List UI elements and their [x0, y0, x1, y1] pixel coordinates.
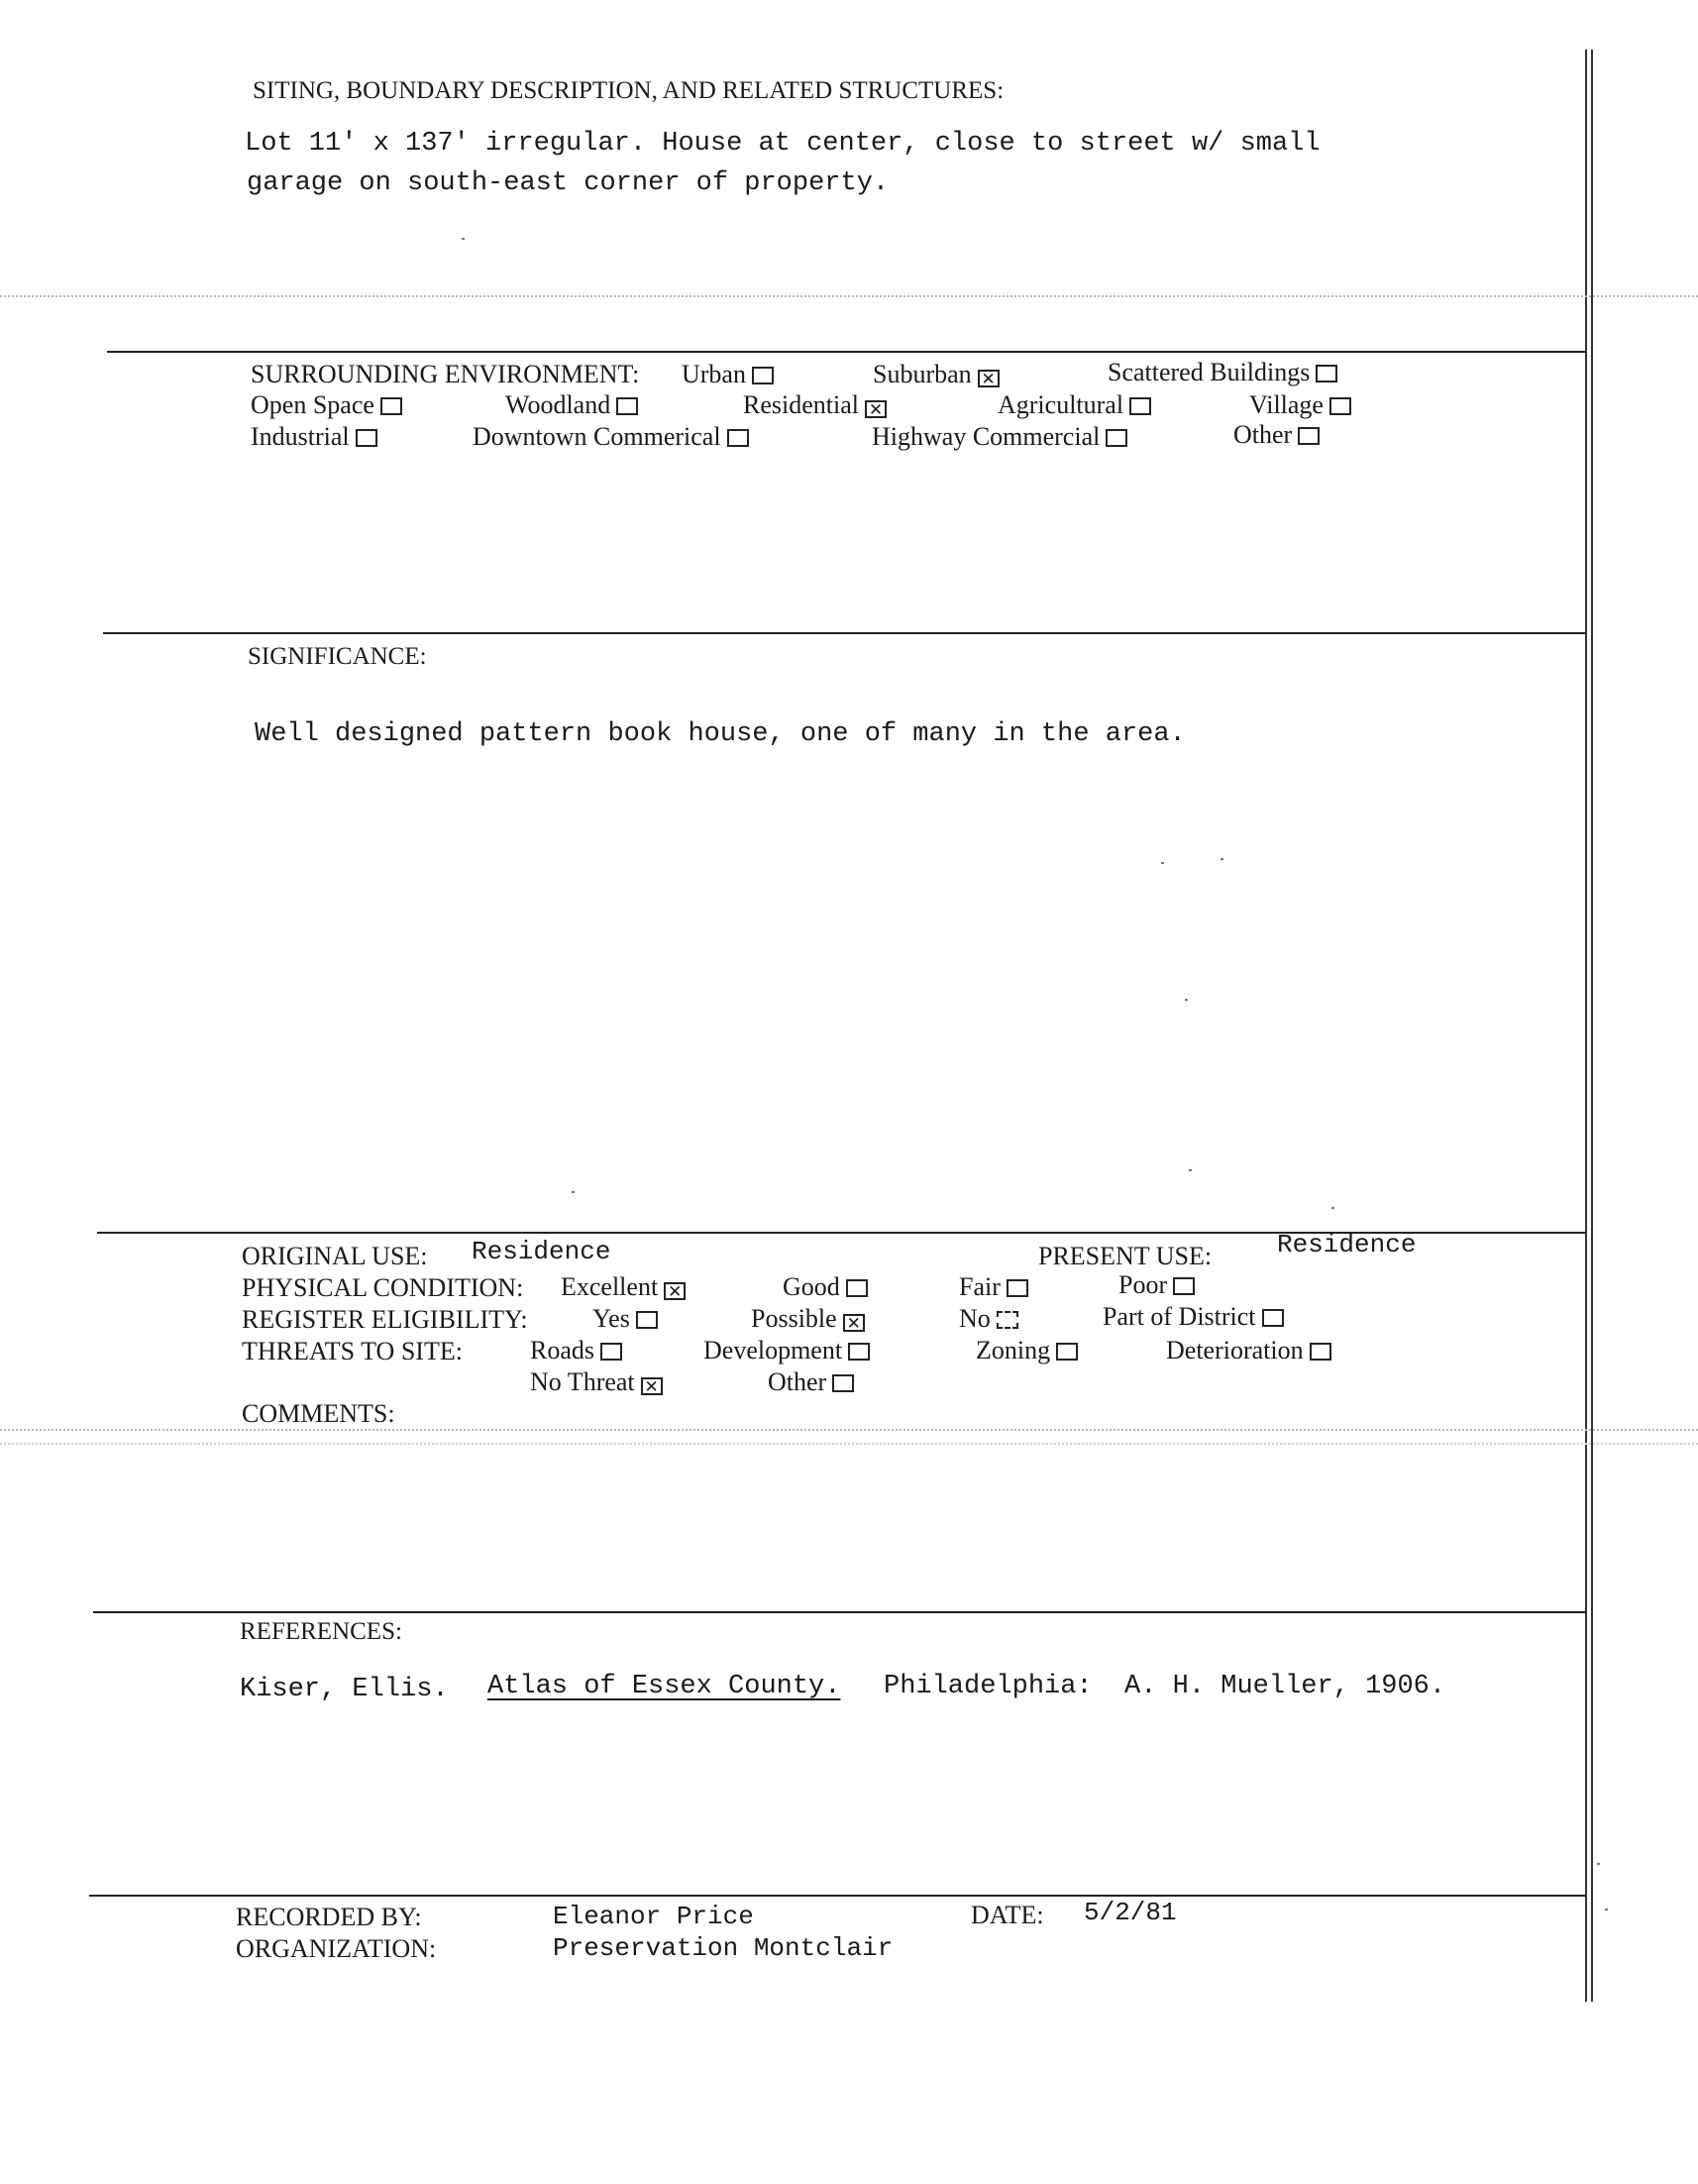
env-residential-option[interactable]: [743, 390, 887, 420]
env-open-space-checkbox[interactable]: [380, 397, 402, 415]
eligibility-district-label: Part of District: [1103, 1302, 1256, 1331]
right-border-line-inner: [1591, 50, 1593, 2002]
recorded-by-label: RECORDED BY:: [236, 1903, 422, 1931]
env-downtown-checkbox[interactable]: [727, 429, 749, 447]
threats-development-option[interactable]: [703, 1336, 870, 1365]
scan-speck: [1161, 862, 1164, 864]
scan-speck: [1185, 999, 1188, 1001]
condition-good-option[interactable]: [783, 1272, 868, 1302]
threats-development-label: Development: [703, 1336, 843, 1365]
siting-line-2: garage on south-east corner of property.: [247, 168, 890, 198]
section-divider: [107, 351, 1586, 353]
threats-roads-label: Roads: [530, 1336, 594, 1365]
env-suburban-label: Suburban: [873, 360, 972, 388]
eligibility-label: REGISTER ELIGIBILITY:: [242, 1305, 528, 1334]
eligibility-no-label: No: [959, 1304, 991, 1333]
dotted-scan-line: [0, 295, 1698, 297]
env-urban-checkbox[interactable]: [752, 367, 774, 384]
threats-roads-checkbox[interactable]: [600, 1343, 622, 1361]
eligibility-possible-option[interactable]: [751, 1304, 865, 1334]
present-use-label: PRESENT USE:: [1038, 1242, 1213, 1270]
env-industrial-option[interactable]: [251, 422, 377, 452]
dotted-scan-line: [0, 1429, 1698, 1431]
scan-speck: [462, 238, 465, 240]
env-woodland-checkbox[interactable]: [616, 397, 638, 415]
eligibility-possible-checkbox[interactable]: [843, 1314, 865, 1332]
env-highway-checkbox[interactable]: [1106, 429, 1127, 447]
env-scattered-checkbox[interactable]: [1316, 365, 1337, 382]
env-scattered-label: Scattered Buildings: [1108, 358, 1311, 386]
condition-poor-label: Poor: [1118, 1270, 1168, 1299]
scan-speck: [1220, 858, 1223, 860]
dotted-scan-line: [0, 1443, 1698, 1445]
threats-no-threat-checkbox[interactable]: [641, 1377, 663, 1395]
threats-label: THREATS TO SITE:: [242, 1337, 463, 1365]
env-downtown-option[interactable]: [473, 422, 749, 452]
section-divider: [103, 632, 1586, 634]
env-downtown-label: Downtown Commerical: [473, 422, 721, 451]
threats-deterioration-option[interactable]: [1166, 1336, 1331, 1365]
condition-good-checkbox[interactable]: [846, 1279, 868, 1297]
environment-label: SURROUNDING ENVIRONMENT:: [251, 360, 640, 388]
scan-speck: [572, 1191, 575, 1193]
env-industrial-label: Industrial: [251, 422, 350, 451]
section-divider: [93, 1611, 1586, 1613]
reference-publisher: Philadelphia: A. H. Mueller, 1906.: [884, 1672, 1446, 1701]
condition-fair-option[interactable]: [959, 1272, 1028, 1302]
env-other-label: Other: [1233, 420, 1293, 449]
env-residential-label: Residential: [743, 390, 859, 419]
organization-value: Preservation Montclair: [553, 1933, 894, 1963]
threats-deterioration-label: Deterioration: [1166, 1336, 1304, 1365]
original-use-label: ORIGINAL USE:: [242, 1242, 428, 1270]
date-value: 5/2/81: [1084, 1898, 1177, 1927]
env-urban-label: Urban: [682, 360, 746, 388]
threats-other-checkbox[interactable]: [832, 1374, 854, 1392]
scan-speck: [1597, 1863, 1600, 1865]
condition-fair-checkbox[interactable]: [1007, 1279, 1028, 1297]
env-woodland-label: Woodland: [505, 390, 611, 419]
env-village-option[interactable]: [1249, 390, 1351, 420]
env-scattered-option[interactable]: [1108, 358, 1337, 387]
condition-excellent-option[interactable]: [561, 1272, 686, 1302]
section-divider: [89, 1895, 1586, 1897]
significance-heading: SIGNIFICANCE:: [248, 643, 427, 670]
recorded-by-value: Eleanor Price: [553, 1902, 754, 1931]
condition-good-label: Good: [783, 1272, 840, 1301]
env-woodland-option[interactable]: [505, 390, 638, 420]
siting-heading: SITING, BOUNDARY DESCRIPTION, AND RELATED STRUCTURES:: [253, 77, 1005, 104]
significance-text: Well designed pattern book house, one of many in the area.: [255, 719, 1186, 749]
references-heading: REFERENCES:: [240, 1618, 402, 1645]
threats-roads-option[interactable]: [530, 1336, 622, 1365]
eligibility-district-option[interactable]: [1103, 1302, 1284, 1332]
env-highway-label: Highway Commercial: [872, 422, 1101, 451]
env-suburban-checkbox[interactable]: [978, 370, 1000, 387]
condition-fair-label: Fair: [959, 1272, 1001, 1301]
date-label: DATE:: [971, 1901, 1044, 1929]
scan-speck: [1189, 1169, 1192, 1171]
threats-development-checkbox[interactable]: [848, 1343, 870, 1361]
env-village-checkbox[interactable]: [1329, 397, 1351, 415]
present-use-value: Residence: [1277, 1230, 1417, 1259]
scan-speck: [1605, 1909, 1608, 1911]
eligibility-no-option[interactable]: [959, 1304, 1018, 1334]
condition-label: PHYSICAL CONDITION:: [242, 1273, 524, 1302]
env-open-space-label: Open Space: [251, 390, 374, 419]
eligibility-yes-checkbox[interactable]: [636, 1311, 658, 1329]
condition-poor-checkbox[interactable]: [1173, 1277, 1195, 1295]
reference-author: Kiser, Ellis.: [240, 1675, 449, 1704]
eligibility-yes-option[interactable]: [592, 1304, 658, 1334]
env-highway-option[interactable]: [872, 422, 1127, 452]
env-industrial-checkbox[interactable]: [356, 429, 377, 447]
threats-no-threat-option[interactable]: [530, 1367, 663, 1397]
env-other-checkbox[interactable]: [1298, 427, 1320, 445]
env-urban-option[interactable]: [682, 360, 774, 389]
threats-other-label: Other: [768, 1367, 827, 1396]
env-agricultural-label: Agricultural: [998, 390, 1124, 419]
env-residential-checkbox[interactable]: [865, 400, 887, 418]
organization-label: ORGANIZATION:: [236, 1934, 437, 1963]
eligibility-yes-label: Yes: [592, 1304, 630, 1333]
env-suburban-option[interactable]: [873, 360, 1000, 389]
threats-no-threat-label: No Threat: [530, 1367, 635, 1396]
env-agricultural-option[interactable]: [998, 390, 1151, 420]
eligibility-district-checkbox[interactable]: [1262, 1309, 1284, 1327]
reference-title: Atlas of Essex County.: [487, 1672, 841, 1701]
condition-excellent-checkbox[interactable]: [664, 1282, 686, 1300]
threats-zoning-label: Zoning: [976, 1336, 1051, 1365]
env-open-space-option[interactable]: [251, 390, 402, 420]
threats-zoning-checkbox[interactable]: [1056, 1343, 1078, 1361]
eligibility-possible-label: Possible: [751, 1304, 837, 1333]
threats-zoning-option[interactable]: [976, 1336, 1078, 1365]
original-use-value: Residence: [472, 1237, 611, 1266]
scan-speck: [1331, 1207, 1334, 1209]
comments-label: COMMENTS:: [242, 1399, 395, 1428]
condition-poor-option[interactable]: [1118, 1270, 1195, 1300]
siting-line-1: Lot 11' x 137' irregular. House at center, close to street w/ small: [245, 129, 1321, 159]
threats-deterioration-checkbox[interactable]: [1310, 1343, 1331, 1361]
env-agricultural-checkbox[interactable]: [1129, 397, 1151, 415]
threats-other-option[interactable]: [768, 1367, 854, 1397]
right-border-line: [1585, 50, 1587, 2002]
env-village-label: Village: [1249, 390, 1324, 419]
env-other-option[interactable]: [1233, 420, 1320, 450]
condition-excellent-label: Excellent: [561, 1272, 659, 1301]
eligibility-no-checkbox[interactable]: [997, 1311, 1018, 1329]
